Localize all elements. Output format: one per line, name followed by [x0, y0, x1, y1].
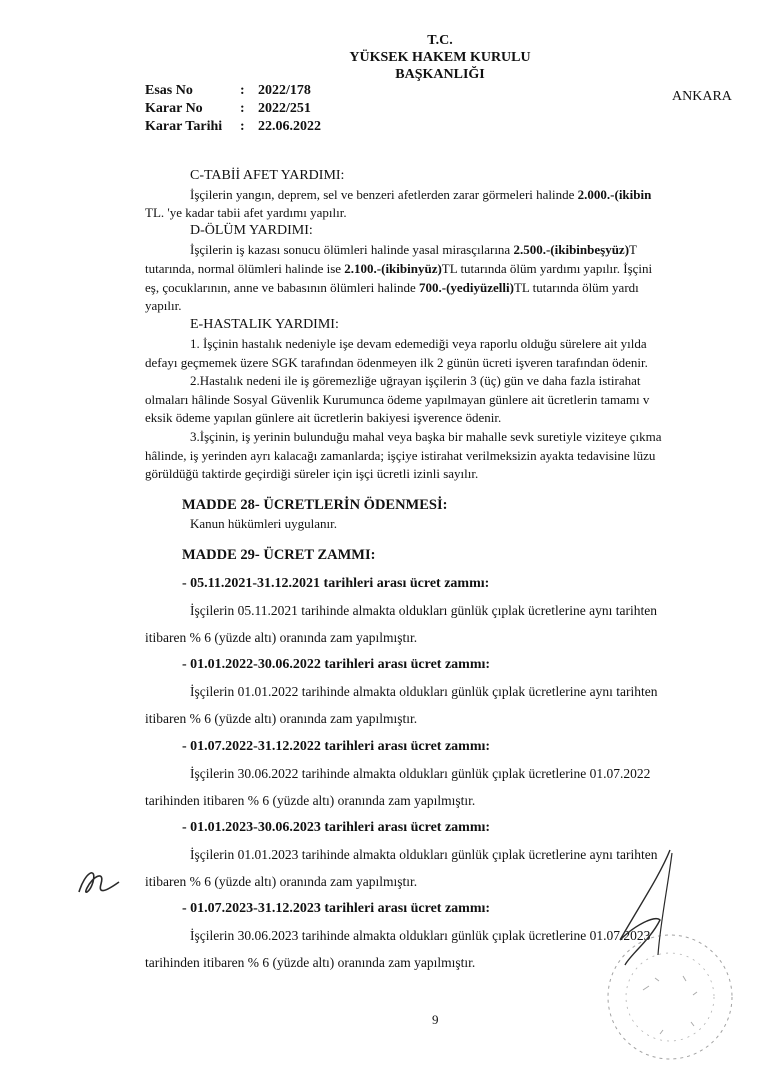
madde29-period5-title: - 01.07.2023-31.12.2023 tarihleri arası ücret zammı: — [182, 901, 491, 916]
madde29-period2-line1: İşçilerin 01.01.2022 tarihinde almakta oldukları günlük çıplak ücretlerine aynı tarihten — [190, 684, 658, 699]
section-d-line2: tutarında, normal ölümleri halinde ise 2.100.-(ikibinyüz)TL tutarında ölüm yardımı yapılır. İşçini — [145, 261, 653, 276]
section-e-item1-line2: defayı geçmemek üzere SGK tarafından ödenmeyen ilk 2 günün ücreti işveren tarafından ödenir. — [145, 355, 648, 370]
madde29-period1-title: - 05.11.2021-31.12.2021 tarihleri arası ücret zammı: — [182, 576, 490, 591]
section-e-item2-line2: olmaları hâlinde Sosyal Güvenlik Kurumunca ödeme yapılmayan günlere ait ücretlerin tamamı v — [145, 392, 650, 407]
madde29-period3-line2: tarihinden itibaren % 6 (yüzde altı) oranında zam yapılmıştır. — [145, 793, 476, 808]
karar-sep: : — [240, 101, 245, 116]
section-e-item1-line1: 1. İşçinin hastalık nedeniyle işe devam edemediği veya raporlu olduğu sürelere ait yılda — [190, 336, 647, 351]
tarih-sep: : — [240, 119, 245, 134]
section-d-line3: eş, çocuklarının, anne ve babasının ölümleri halinde 700.-(yediyüzelli)TL tutarında ölüm yardı — [145, 280, 639, 295]
section-d-line4: yapılır. — [145, 298, 182, 313]
madde29-period5-line2: tarihinden itibaren % 6 (yüzde altı) oranında zam yapılmıştır. — [145, 955, 476, 970]
madde29-period4-line2: itibaren % 6 (yüzde altı) oranında zam yapılmıştır. — [145, 874, 418, 889]
header-line-court: YÜKSEK HAKEM KURULU — [349, 50, 531, 65]
section-d-line1: İşçilerin iş kazası sonucu ölümleri halinde yasal mirasçılarına 2.500.-(ikibinbeşyüz)T — [190, 242, 637, 257]
madde29-period1-line2: itibaren % 6 (yüzde altı) oranında zam yapılmıştır. — [145, 630, 418, 645]
section-e-item3-line1: 3.İşçinin, iş yerinin bulunduğu mahal veya başka bir mahalle sevk suretiyle viziteye çıkma — [190, 429, 662, 444]
section-d-title: D-ÖLÜM YARDIMI: — [190, 223, 313, 238]
section-c-title: C-TABİİ AFET YARDIMI: — [190, 168, 345, 183]
header-line-presidency: BAŞKANLIĞI — [395, 67, 485, 82]
header-city: ANKARA — [672, 89, 732, 104]
section-e-item3-line3: görüldüğü taktirde geçirdiği süreler için işçi ücretli izinli sayılır. — [145, 466, 479, 481]
esas-label: Esas No — [145, 83, 193, 98]
madde29-period3-line1: İşçilerin 30.06.2022 tarihinde almakta oldukları günlük çıplak ücretlerine 01.07.2022 — [190, 766, 651, 781]
page-number: 9 — [432, 1012, 439, 1027]
tarih-value: 22.06.2022 — [258, 119, 321, 134]
esas-sep: : — [240, 83, 245, 98]
madde29-period3-title: - 01.07.2022-31.12.2022 tarihleri arası ücret zammı: — [182, 739, 491, 754]
esas-value: 2022/178 — [258, 83, 311, 98]
madde29-period4-line1: İşçilerin 01.01.2023 tarihinde almakta oldukları günlük çıplak ücretlerine aynı tarihten — [190, 847, 658, 862]
madde29-title: MADDE 29- ÜCRET ZAMMI: — [182, 547, 376, 563]
karar-value: 2022/251 — [258, 101, 311, 116]
header-line-tc: T.C. — [427, 33, 453, 48]
section-c-line1: İşçilerin yangın, deprem, sel ve benzeri afetlerden zarar görmeleri halinde 2.000.-(ikibin — [190, 187, 652, 202]
madde29-period5-line1: İşçilerin 30.06.2023 tarihinde almakta oldukları günlük çıplak ücretlerine 01.07.2023 — [190, 928, 651, 943]
karar-label: Karar No — [145, 101, 203, 116]
section-e-item2-line3: eksik ödeme yapılan günlere ait ücretlerin bakiyesi işverence ödenir. — [145, 410, 502, 425]
section-c-line2: TL. 'ye kadar tabii afet yardımı yapılır. — [145, 205, 347, 220]
madde28-title: MADDE 28- ÜCRETLERİN ÖDENMESİ: — [182, 497, 448, 513]
madde28-text: Kanun hükümleri uygulanır. — [190, 516, 337, 531]
section-e-title: E-HASTALIK YARDIMI: — [190, 317, 339, 332]
section-e-item3-line2: hâlinde, iş yerinden ayrı kalacağı zamanlarda; işçiye istirahat verilmeksizin ayakta tedavisine lüzu — [145, 448, 656, 463]
madde29-period1-line1: İşçilerin 05.11.2021 tarihinde almakta oldukları günlük çıplak ücretlerine aynı tarihten — [190, 603, 657, 618]
tarih-label: Karar Tarihi — [145, 119, 223, 134]
section-e-item2-line1: 2.Hastalık nedeni ile iş göremezliğe uğrayan işçilerin 3 (üç) gün ve daha fazla istirahat — [190, 373, 641, 388]
madde29-period2-line2: itibaren % 6 (yüzde altı) oranında zam yapılmıştır. — [145, 711, 418, 726]
initials-signature — [75, 862, 125, 902]
madde29-period2-title: - 01.01.2022-30.06.2022 tarihleri arası ücret zammı: — [182, 657, 491, 672]
seal-stamp — [603, 930, 738, 1065]
madde29-period4-title: - 01.01.2023-30.06.2023 tarihleri arası ücret zammı: — [182, 820, 491, 835]
